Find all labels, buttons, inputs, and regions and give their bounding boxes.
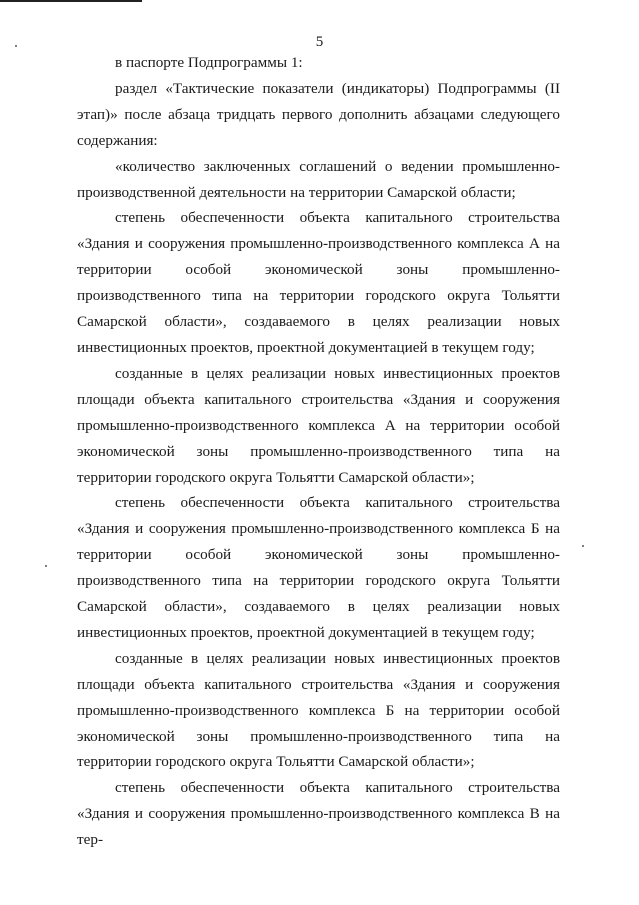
paragraph-agreements-count: «количество заключенных соглашений о ведении промышленно-производственной деятельности на территории Самарской области; [77,157,560,201]
scan-edge-rule [0,0,142,2]
paragraph-complex-a-documentation: степень обеспеченности объекта капитального строительства «Здания и сооружения промышленно-производственного комплекса А на территории особой экономической зоны промышленно-производственного типа на территории городского округа Тольятти Самарской области», создаваемого в целях реализации новых инвестиционных проектов, проектной документацией в текущем году; [77,209,560,356]
paragraph-passport-heading: в паспорте Подпрограммы 1: [115,54,303,71]
document-body [77,50,560,853]
paragraph-complex-a-areas: созданные в целях реализации новых инвестиционных проектов площади объекта капитального строительства «Здания и сооружения промышленно-производственного комплекса А на территории особой экономической зоны промышленно-производственного типа на территории городского округа Тольятти Самарской области»; [77,364,560,486]
scan-speck [582,545,584,547]
paragraph-section-amendment: раздел «Тактические показатели (индикаторы) Подпрограммы (II этап)» после абзаца тридцать первого дополнить абзацами следующего содержания: [77,79,560,149]
page-number: 5 [315,34,324,50]
paragraph-complex-b-areas: созданные в целях реализации новых инвестиционных проектов площади объекта капитального строительства «Здания и сооружения промышленно-производственного комплекса Б на территории особой экономической зоны промышленно-производственного типа на территории городского округа Тольятти Самарской области»; [77,649,560,771]
scan-speck [45,565,47,567]
paragraph-complex-b-documentation: степень обеспеченности объекта капитального строительства «Здания и сооружения промышленно-производственного комплекса Б на территории особой экономической зоны промышленно-производственного типа на территории городского округа Тольятти Самарской области», создаваемого в целях реализации новых инвестиционных проектов, проектной документацией в текущем году; [77,494,560,641]
paragraph-complex-v-documentation: степень обеспеченности объекта капитального строительства «Здания и сооружения промышленно-производственного комплекса В на тер- [77,779,560,849]
